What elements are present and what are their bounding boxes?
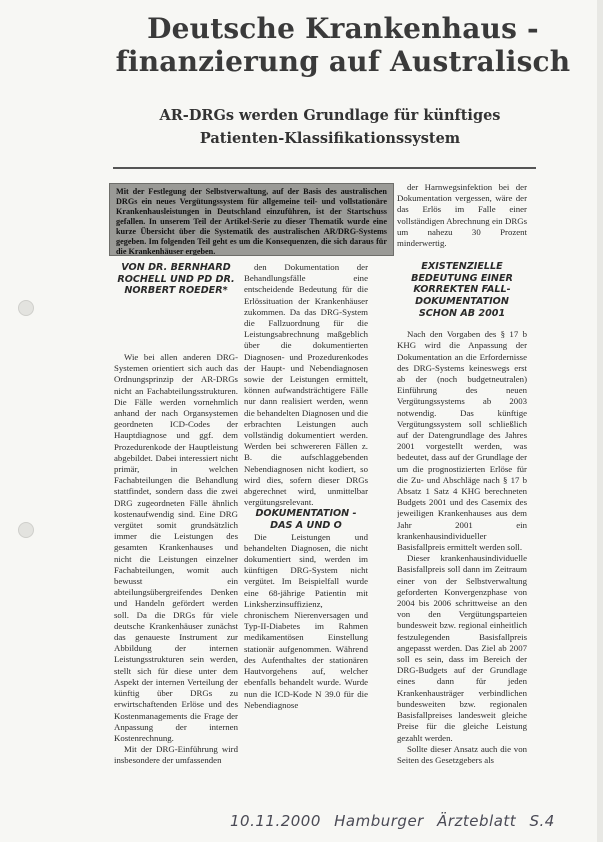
handwritten-source-note: 10.11.2000 Hamburger Ärzteblatt S.4	[230, 812, 555, 830]
paragraph: Die Leistungen und behandelten Diagnosen, die nicht dokumentiert sind, werden im künftigen DRG-System nicht vergütet. Im Beispielfall wurde eine 68-jährige Patientin mit Linksherzinsuffizienz, chronischem Nierenversagen und Typ-II-Diabetes im Rahmen medikamentösen Einstellung stationär aufgenommen. Während des Aufenthaltes der stationären Hautvorgehens auf, welcher ebenfalls behandelt wurde. Wurde nun die ICD-Kode N 39.0 für die Nebendiagnose	[244, 531, 368, 710]
punch-hole	[18, 522, 34, 538]
paragraph: Sollte dieser Ansatz auch die von Seiten des Gesetzgebers als	[397, 743, 527, 765]
column-1	[114, 352, 238, 832]
paragraph: Nach den Vorgaben des § 17 b KHG wird die Anpassung der Dokumentation an die Erfordernisse des DRG-Systems keineswegs erst ab der (noch budgetneutralen) Einführung des neuen Vergütungssystems ab 2003 notwendig. Das künftige Vergütungssystem soll schließlich auf der Datengrundlage des Jahres 2001 vorgestellt werden, was bedeutet, dass auf der Grundlage der um die prognostizierten Erlöse für die Zu- und Abschläge nach § 17 b Absatz 1 Satz 4 KHG berechneten Budgets 2001 und des Casemix des jeweiligen Krankenhauses aus dem Jahr 2001 ein krankenhausindividueller Basisfallpreis ermittelt werden soll.	[397, 329, 527, 553]
intro-box: Mit der Festlegung der Selbstverwaltung, auf der Basis des australischen DRGs ein neues Vergütungssystem für allgemeine teil- und vollstationäre Krankenhausleistungen in Deutschland einzuführen, ist der Startschuss gefallen. In unserem Teil der Artikel-Serie zu dieser Thematik wurde eine kurze Übersicht über die Systematik des australischen AR/DRG-Systems gegeben. Im folgenden Teil geht es um die Konsequenzen, die sich daraus für die Krankenhäuser ergeben.	[109, 183, 394, 256]
page-edge	[597, 0, 603, 842]
column-3	[397, 182, 527, 832]
section-heading-existenzielle: EXISTENZIELLE BEDEUTUNG EINER KORREKTEN FALL-DOKUMENTATION SCHON AB 2001	[411, 261, 513, 319]
paragraph: Mit der DRG-Einführung wird insbesondere der umfassenden	[114, 744, 238, 766]
paragraph: Dieser krankenhausindividuelle Basisfallpreis soll dann im Zeitraum einer von der Selbstverwaltung geforderten Konvergenzphase von 2004 bis 2006 schrittweise an den von den Vergütungsparteien bundesweit bzw. regional einheitlich festzulegenden Basisfallpreis angepasst werden. Das Ziel ab 2007 soll es sein, dass im Bereich der DRG-Budgets auf der Grundlage eines dann für jeden Krankenhausträger verbindlichen bundesweiten bzw. regionalen Basisfallpreises landesweit gleiche Preise für die gleiche Leistung gezahlt werden.	[397, 553, 527, 743]
title-rule	[113, 167, 536, 169]
article-title: Deutsche Krankenhaus - finanzierung auf Australisch	[115, 12, 571, 78]
punch-hole	[18, 300, 34, 316]
section-heading-documentation: DOKUMENTATION - DAS A UND O	[255, 508, 357, 532]
column-2	[244, 262, 368, 830]
paragraph: Wie bei allen anderen DRG-Systemen orientiert sich auch das Ordnungsprinzip der AR-DRGs nicht an Fachabteilungsstrukturen. Die Fälle werden vornehmlich anhand der nach Organsystemen geordneten ICD-Codes der Hauptdiagnose und ggf. dem Prozedurenkode der Hauptleistung abgebildet. Dabei interessiert nicht primär, in welchen Fachabteilungen die Behandlung stattfindet, sondern dass die zwei DRG zugeordneten Fälle ähnlich kostenaufwendig sind. Eine DRG vergütet somit grundsätzlich immer die Leistungen des gesamten Krankenhauses und nicht die Leistungen einzelner Fachabteilungen, womit auch bewusst ein abteilungsübergreifendes Denken und Handeln gefördert werden soll. Da die DRGs für viele deutsche Krankenhäuser zunächst das genaueste Instrument zur Abbildung der internen Leistungsstrukturen sein werden, stellt sich für diese unter dem Aspekt der internen Verteilung der künftig über DRGs zu erwirtschaftenden Erlöse und des Kostenmanagements die Frage der Anpassung der internen Kostenrechnung.	[114, 352, 238, 743]
article-subtitle: AR-DRGs werden Grundlage für künftiges Patienten-Klassifikationssystem	[159, 107, 501, 147]
author-byline: VON DR. BERNHARD ROCHELL UND PD DR. NORBERT ROEDER*	[117, 262, 235, 297]
paragraph: der Harnwegsinfektion bei der Dokumentation vergessen, wäre der das Erlös im Falle einer vollständigen Abrechnung ein DRGs um nahezu 30 Prozent minderwertig.	[397, 182, 527, 249]
paragraph: den Dokumentation der Behandlungsfälle eine entscheidende Bedeutung für die Erlössituation der Krankenhäuser zukommen. Da das DRG-System die Fallzuordnung für die Leistungsabrechnung maßgeblich über die dokumentierten Diagnosen- und Prozedurenkodes der Haupt- und Nebendiagnosen sowie der Leistungen ermittelt, können aufwandsträchtigere Fälle nur dann realisiert werden, wenn die behandelten Diagnosen und die erbrachten Leistungen auch vollständig dokumentiert werden. Werden bei schwereren Fällen z. B. die aufschlaggebenden Nebendiagnosen nicht kodiert, so wird dies, sofern dieser DRGs abgerechnet wird, unmittelbar vergütungsrelevant.	[244, 262, 368, 508]
